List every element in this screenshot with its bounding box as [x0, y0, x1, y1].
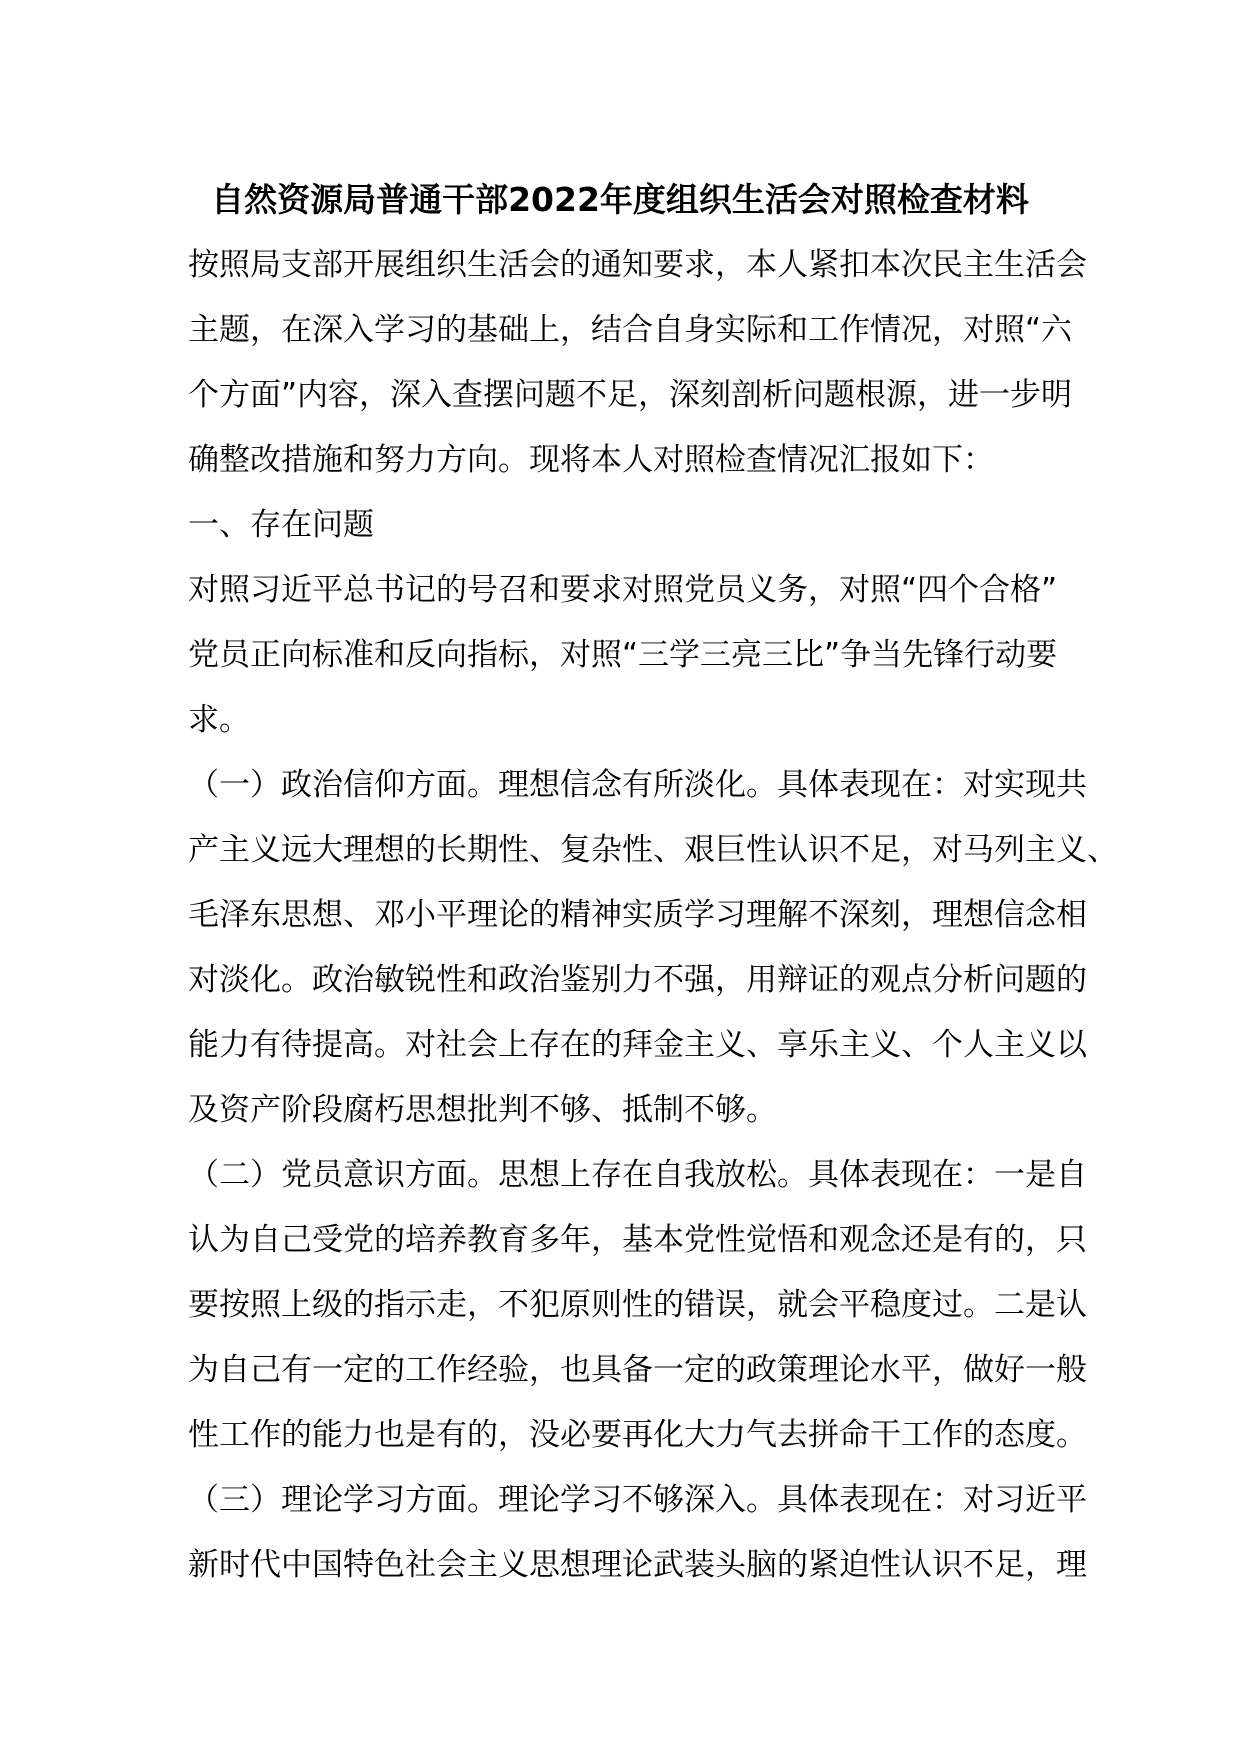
text-line: 确整改措施和努力方向。现将本人对照检查情况汇报如下： [188, 442, 994, 478]
text-line: （二）党员意识方面。思想上存在自我放松。具体表现在：一是自 [188, 1157, 1087, 1193]
text-line: 新时代中国特色社会主义思想理论武装头脑的紧迫性认识不足，理 [188, 1547, 1087, 1583]
text-line: 及资产阶段腐朽思想批判不够、抵制不够。 [188, 1092, 777, 1128]
text-line: 按照局支部开展组织生活会的通知要求，本人紧扣本次民主生活会 [188, 247, 1087, 283]
text-line: 毛泽东思想、邓小平理论的精神实质学习理解不深刻，理想信念相 [188, 897, 1087, 933]
document-title: 自然资源局普通干部2022年度组织生活会对照检查材料 [211, 180, 1029, 219]
text-line: 一、存在问题 [188, 507, 374, 543]
text-line: 个方面”内容，深入查摆问题不足，深刻剖析问题根源，进一步明 [188, 377, 1073, 413]
text-line: 能力有待提高。对社会上存在的拜金主义、享乐主义、个人主义以 [188, 1027, 1087, 1063]
text-line: （三）理论学习方面。理论学习不够深入。具体表现在：对习近平 [188, 1482, 1087, 1518]
document-body [188, 233, 1118, 1598]
text-line: （一）政治信仰方面。理想信念有所淡化。具体表现在：对实现共 [188, 767, 1087, 803]
text-line: 求。 [188, 702, 250, 738]
text-line: 产主义远大理想的长期性、复杂性、艰巨性认识不足，对马列主义、 [188, 832, 1118, 868]
text-line: 对照习近平总书记的号召和要求对照党员义务，对照“四个合格” [188, 572, 1058, 608]
text-line: 要按照上级的指示走，不犯原则性的错误，就会平稳度过。二是认 [188, 1287, 1087, 1323]
text-line: 对淡化。政治敏锐性和政治鉴别力不强，用辩证的观点分析问题的 [188, 962, 1087, 998]
text-line: 为自己有一定的工作经验，也具备一定的政策理论水平，做好一般 [188, 1352, 1087, 1388]
text-line: 认为自己受党的培养教育多年，基本党性觉悟和观念还是有的，只 [188, 1222, 1087, 1258]
text-line: 党员正向标准和反向指标，对照“三学三亮三比”争当先锋行动要 [188, 637, 1058, 673]
text-line: 主题，在深入学习的基础上，结合自身实际和工作情况，对照“六 [188, 312, 1073, 348]
text-line: 性工作的能力也是有的，没必要再化大力气去拼命干工作的态度。 [188, 1417, 1087, 1453]
